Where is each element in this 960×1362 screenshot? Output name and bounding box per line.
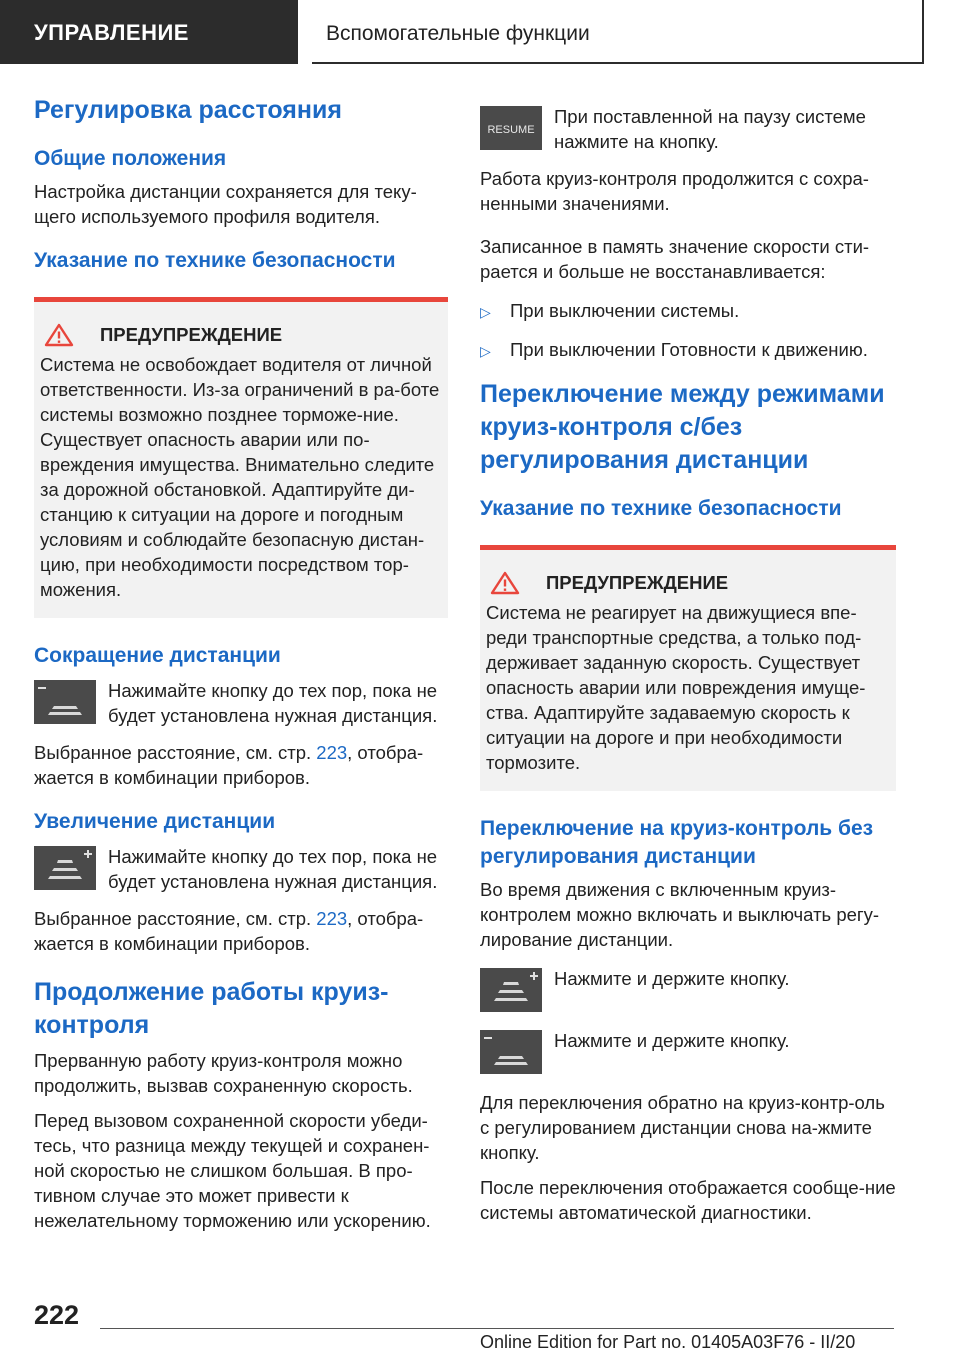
resume-button-text: При поставленной на паузу системе нажмите на кнопку. bbox=[554, 106, 866, 152]
switch-cc-text: Во время движения с включенным круиз-контролем можно включать и выключать регу-лирование дистанции. bbox=[480, 879, 880, 950]
left-column bbox=[34, 94, 448, 1243]
warning-box bbox=[34, 297, 448, 618]
right-column bbox=[480, 104, 896, 1235]
resume-text-1: Прерванную работу круиз-контроля можно продолжить, вызвав сохраненную скорость. bbox=[34, 1050, 413, 1096]
footer-divider bbox=[100, 1328, 894, 1329]
hold-text: Нажмите и держите кнопку. bbox=[554, 968, 790, 989]
resume-text-2: Перед вызовом сохраненной скорости убеди-тесь, что разница между текущей и сохранен-ной скоростью не слишком большая. В про-тивном случае это может привести к нежелательному торможению или ускорению. bbox=[34, 1110, 431, 1231]
warning-title-row bbox=[40, 322, 440, 348]
hold-decrease-button-row bbox=[480, 1028, 896, 1074]
warning-title: ПРЕДУПРЕЖДЕНИЕ bbox=[100, 324, 283, 345]
increase-reference: Выбранное расстояние, см. стр. 223, отобра-жается в комбинации приборов. bbox=[34, 908, 424, 954]
switch-title: Переключение между режимами круиз-контроля с/без регулирования дистанции bbox=[480, 380, 885, 474]
list-item: ▷ При выключении системы. bbox=[480, 298, 896, 325]
distance-increase-button-icon bbox=[480, 968, 542, 1012]
triangle-bullet-icon: ▷ bbox=[480, 343, 491, 359]
increase-button-text: Нажимайте кнопку до тех пор, пока не будет установлена нужная дистанция. bbox=[108, 846, 438, 892]
warning-box bbox=[480, 545, 896, 791]
general-heading: Общие положения bbox=[34, 147, 227, 170]
warning-title-row bbox=[486, 570, 888, 596]
warning-triangle-icon bbox=[490, 571, 520, 595]
warning-text: Система не реагирует на движущиеся впе-реди транспортные средства, а только под-держивает заданную скорость. Существует опасность аварии или повреждения имуще-ства. Адаптируйте задаваемую скорость к ситуации на дороге и при необходимости тормозите. bbox=[486, 602, 866, 773]
resume-result-text: Работа круиз-контроля продолжится с сохра-ненными значениями. bbox=[480, 168, 869, 214]
page-link[interactable]: 223 bbox=[316, 742, 348, 763]
decrease-heading: Сокращение дистанции bbox=[34, 644, 281, 667]
decrease-reference: Выбранное расстояние, см. стр. 223, отобра-жается в комбинации приборов. bbox=[34, 742, 424, 788]
section-title: Регулировка расстояния bbox=[34, 96, 342, 124]
warning-title: ПРЕДУПРЕЖДЕНИЕ bbox=[546, 572, 729, 593]
page-number: 222 bbox=[34, 1300, 80, 1330]
decrease-button-row bbox=[34, 678, 448, 728]
subsection-tab: Вспомогательные функции bbox=[312, 0, 924, 64]
erase-text: Записанное в память значение скорости сти-рается и больше не восстанавливается: bbox=[480, 236, 870, 282]
triangle-bullet-icon: ▷ bbox=[480, 304, 491, 320]
erase-conditions-list bbox=[480, 298, 896, 364]
safety-heading: Указание по технике безопасности bbox=[34, 249, 396, 272]
switch-back-text: Для переключения обратно на круиз-контр-оль с регулированием дистанции снова на-жмите кнопку. bbox=[480, 1092, 885, 1163]
resume-button-label: RESUME bbox=[487, 124, 535, 136]
page-link[interactable]: 223 bbox=[316, 908, 348, 929]
distance-decrease-button-icon bbox=[34, 680, 96, 724]
resume-button-icon bbox=[480, 106, 542, 150]
distance-decrease-button-icon bbox=[480, 1030, 542, 1074]
list-item: ▷ При выключении Готовности к движению. bbox=[480, 337, 896, 364]
safety-heading: Указание по технике безопасности bbox=[480, 497, 842, 520]
resume-title: Продолжение работы круиз-контроля bbox=[34, 978, 389, 1039]
after-switch-text: После переключения отображается сообще-ние системы автоматической диагностики. bbox=[480, 1177, 896, 1223]
hold-increase-button-row bbox=[480, 966, 896, 1012]
warning-triangle-icon bbox=[44, 323, 74, 347]
increase-heading: Увеличение дистанции bbox=[34, 810, 276, 833]
general-text: Настройка дистанции сохраняется для теку-щего используемого профиля водителя. bbox=[34, 181, 417, 227]
warning-text: Система не освобождает водителя от личной ответственности. Из-за ограничений в ра-боте системы возможно позднее торможе-ние. Существует опасность аварии или по-вреждения имущества. Внимательно следите за дорожной обстановкой. Адаптируйте ди-станцию к ситуации на дороге и погодным условиям и соблюдайте безопасную дистан-цию, при необходимости посредством тор-можения. bbox=[40, 354, 440, 600]
hold-text: Нажмите и держите кнопку. bbox=[554, 1030, 790, 1051]
resume-button-row bbox=[480, 104, 896, 154]
distance-increase-button-icon bbox=[34, 846, 96, 890]
edition-text: Online Edition for Part no. 01405A03F76 - II/20 bbox=[480, 1332, 856, 1352]
decrease-button-text: Нажимайте кнопку до тех пор, пока не будет установлена нужная дистанция. bbox=[108, 680, 438, 726]
switch-cc-heading: Переключение на круиз-контроль без регулирования дистанции bbox=[480, 817, 874, 868]
increase-button-row bbox=[34, 844, 448, 894]
section-tab: УПРАВЛЕНИЕ bbox=[0, 0, 298, 64]
